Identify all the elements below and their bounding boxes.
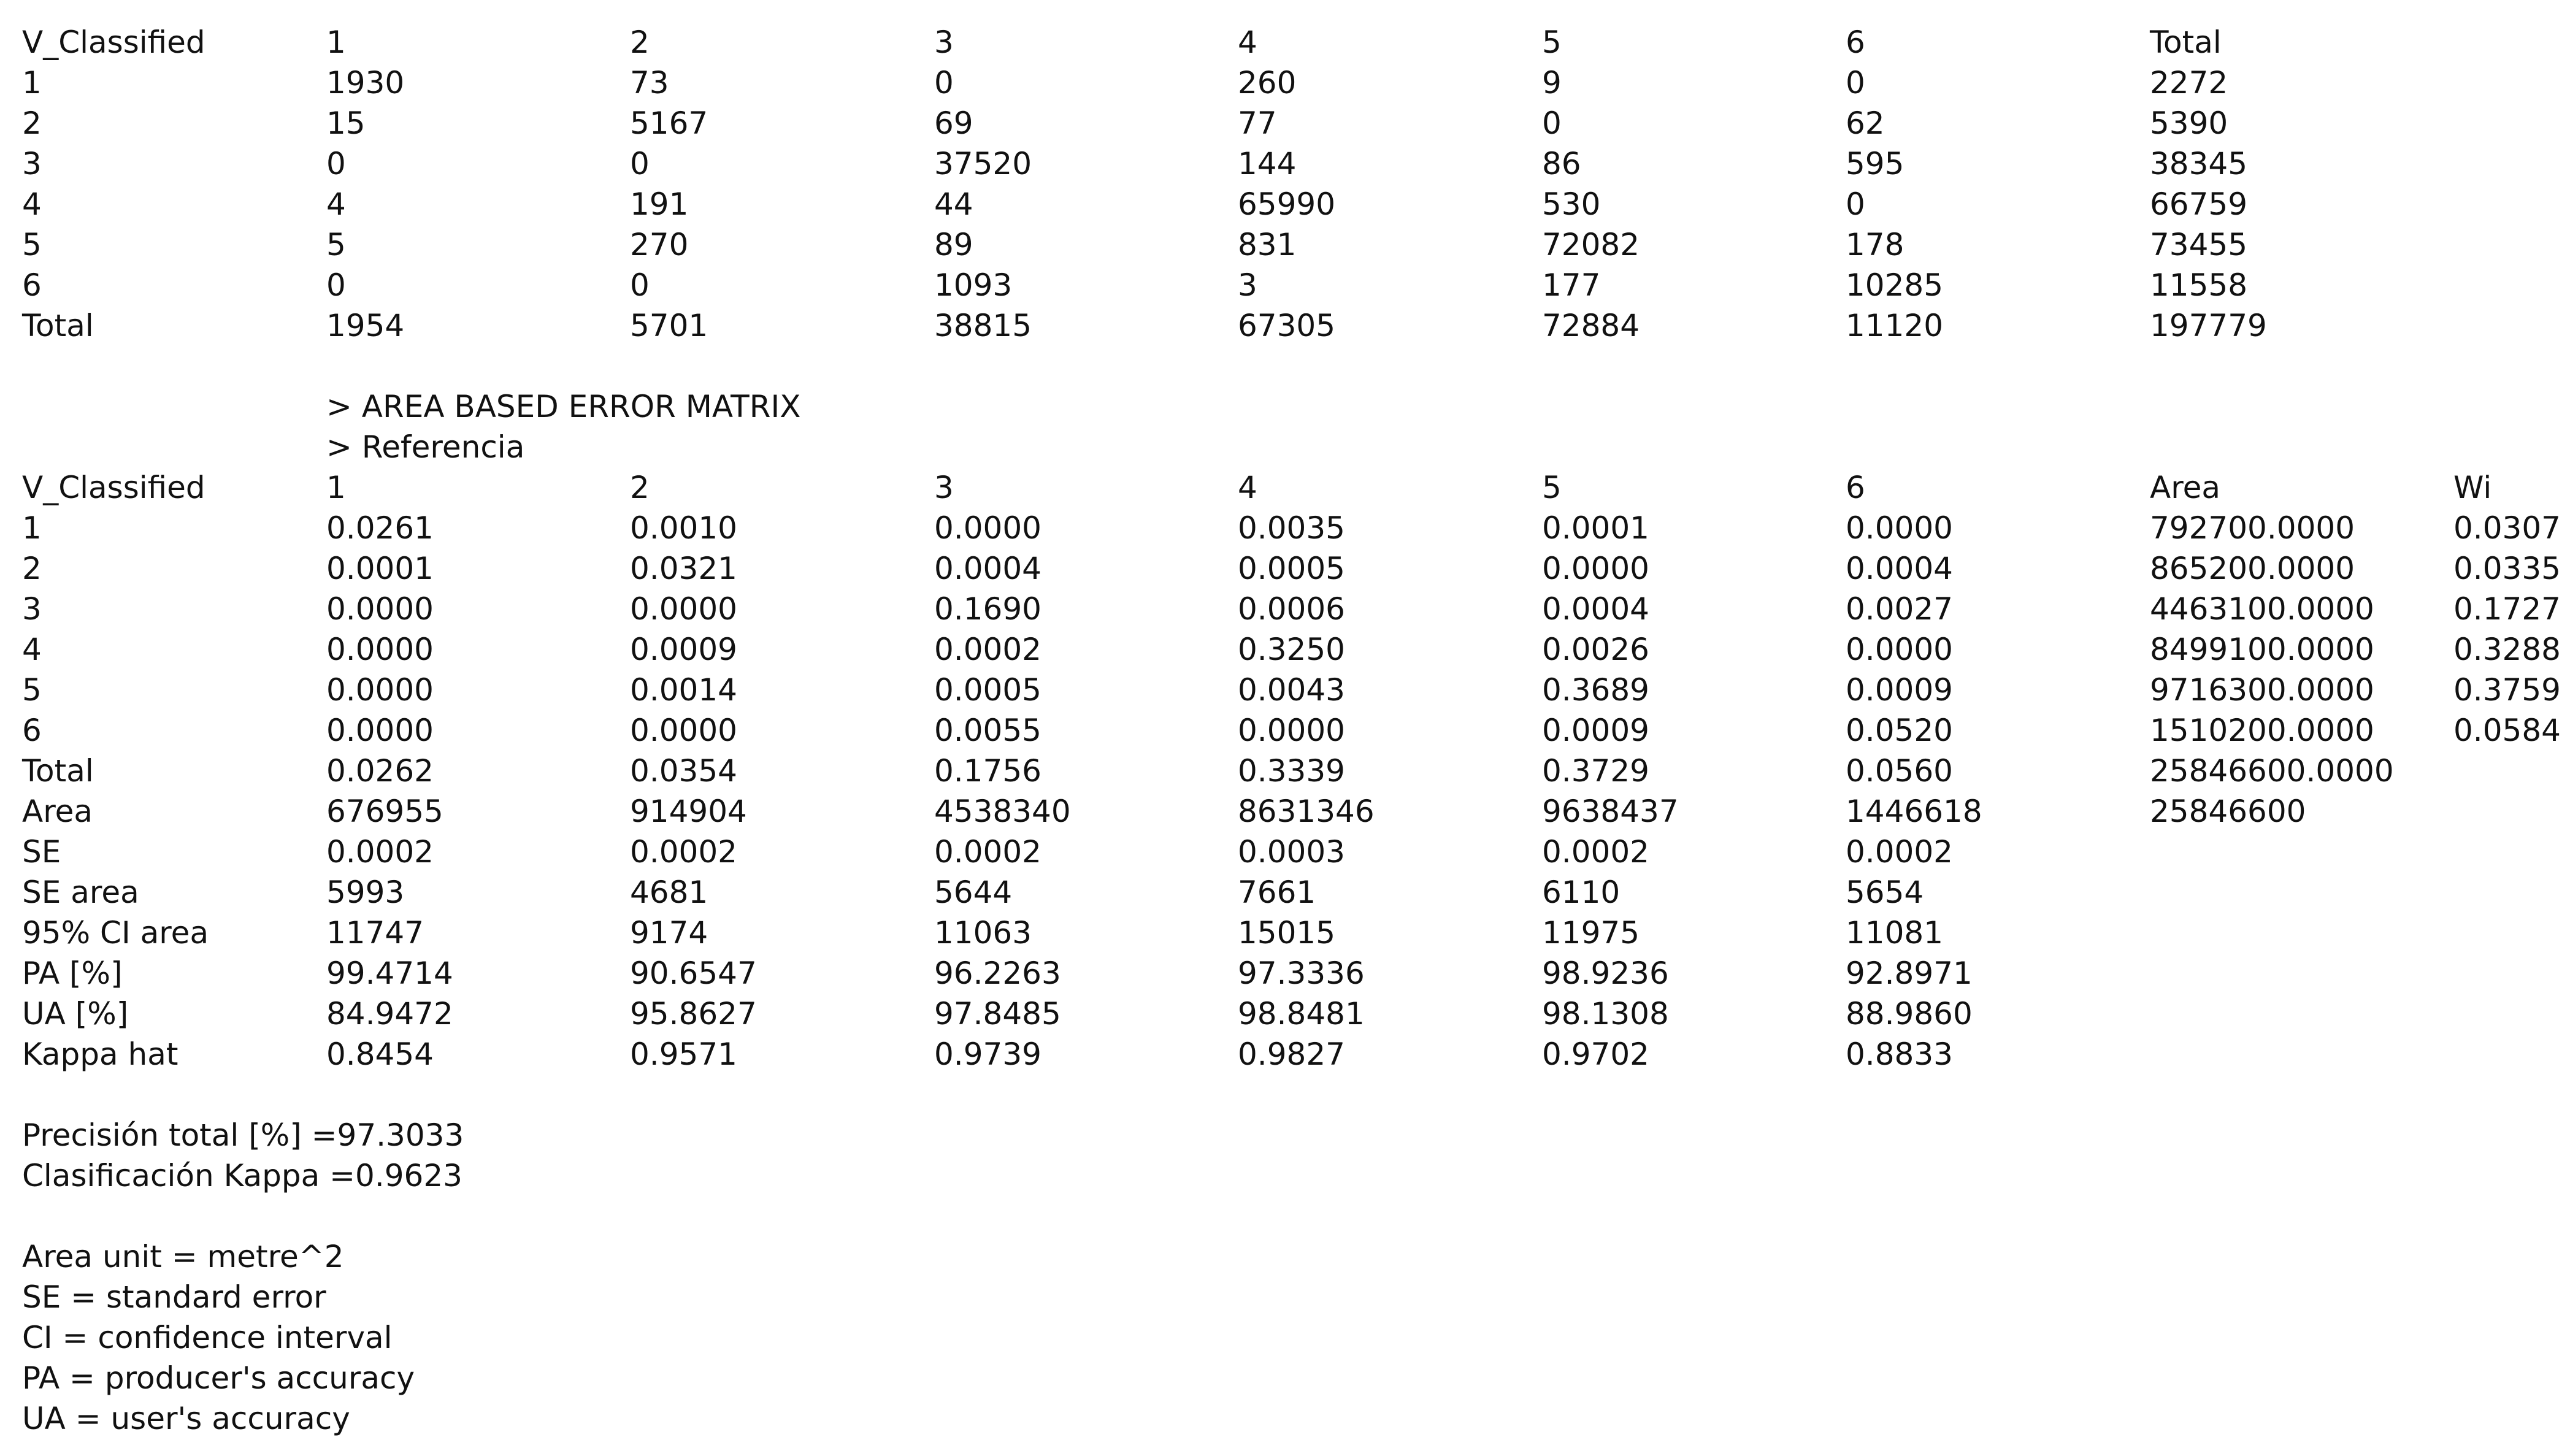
reference-subheading: > Referencia	[326, 429, 525, 465]
area-matrix-heading: > AREA BASED ERROR MATRIX	[326, 389, 801, 424]
matrix-cell: 11120	[1846, 308, 1944, 343]
matrix-cell: 0.0560	[1846, 753, 1953, 789]
matrix-cell: 144	[1238, 146, 1297, 182]
matrix-row	[22, 872, 2555, 913]
row-label-cell: Total	[22, 753, 94, 789]
matrix-cell: 10285	[1846, 267, 1944, 303]
matrix-cell: 98.8481	[1238, 996, 1365, 1032]
row-label-cell: UA [%]	[22, 996, 129, 1032]
matrix-cell: 0.9739	[934, 1036, 1041, 1072]
matrix-cell: 0.3759	[2453, 672, 2561, 708]
matrix-cell: 15015	[1238, 915, 1336, 951]
matrix-cell: 5993	[326, 875, 405, 910]
matrix-cell: 11081	[1846, 915, 1944, 951]
matrix-cell: 0.0010	[630, 510, 737, 546]
kappa-line: Clasificación Kappa =0.9623	[22, 1158, 462, 1194]
matrix-cell: 0.9702	[1542, 1036, 1649, 1072]
row-label-cell: 4	[22, 186, 42, 222]
matrix-cell: 0.3288	[2453, 632, 2561, 667]
column-header-cell: 6	[1846, 25, 1865, 60]
matrix-cell: 96.2263	[934, 956, 1061, 991]
column-header-cell: Total	[2150, 25, 2222, 60]
matrix-cell: 0.0000	[934, 510, 1041, 546]
matrix-row	[22, 548, 2561, 589]
matrix-row	[22, 63, 2555, 103]
row-label-cell: SE area	[22, 875, 139, 910]
matrix-cell: 97.3336	[1238, 956, 1365, 991]
spacer	[22, 346, 2555, 386]
matrix-cell: 831	[1238, 227, 1297, 262]
matrix-cell: 1510200.0000	[2150, 713, 2374, 748]
column-header-cell: 1	[326, 470, 346, 505]
matrix-cell: 191	[630, 186, 689, 222]
matrix-cell: 0.9571	[630, 1036, 737, 1072]
matrix-cell: 0.0043	[1238, 672, 1345, 708]
matrix-cell: 0	[630, 267, 650, 303]
matrix-cell: 69	[934, 105, 973, 141]
matrix-row	[22, 103, 2555, 144]
matrix-cell: 4	[326, 186, 346, 222]
matrix-cell: 0	[1846, 186, 1865, 222]
matrix-cell: 0.0321	[630, 551, 737, 586]
column-header-cell: V_Classified	[22, 470, 205, 505]
matrix-cell: 530	[1542, 186, 1601, 222]
row-label-cell: 5	[22, 227, 42, 262]
matrix-cell: 0.0005	[934, 672, 1041, 708]
column-header-cell: Wi	[2453, 470, 2492, 505]
column-header-cell: 3	[934, 25, 954, 60]
matrix-cell: 86	[1542, 146, 1581, 182]
matrix-cell: 260	[1238, 65, 1297, 101]
spacer	[22, 1075, 2555, 1115]
matrix-cell: 0.0002	[934, 632, 1041, 667]
column-header-cell: V_Classified	[22, 25, 205, 60]
matrix-cell: 38815	[934, 308, 1032, 343]
legend-line: UA = user's accuracy	[22, 1401, 350, 1436]
matrix-row	[22, 184, 2555, 224]
matrix-row	[22, 265, 2555, 305]
matrix-cell: 0.0261	[326, 510, 434, 546]
matrix-cell: 89	[934, 227, 973, 262]
row-label-cell: 1	[22, 510, 42, 546]
matrix-cell: 0.0004	[934, 551, 1041, 586]
matrix-cell: 1954	[326, 308, 405, 343]
matrix-cell: 62	[1846, 105, 1885, 141]
matrix-cell: 5	[326, 227, 346, 262]
matrix-cell: 0.0000	[326, 591, 434, 627]
matrix-row	[22, 791, 2555, 832]
matrix-cell: 97.8485	[934, 996, 1061, 1032]
matrix-cell: 0	[630, 146, 650, 182]
matrix-cell: 3	[1238, 267, 1257, 303]
matrix-cell: 11558	[2150, 267, 2248, 303]
matrix-cell: 178	[1846, 227, 1904, 262]
row-label-cell: Area	[22, 794, 93, 829]
row-label-cell: Kappa hat	[22, 1036, 178, 1072]
matrix-cell: 5390	[2150, 105, 2228, 141]
matrix-cell: 11975	[1542, 915, 1640, 951]
matrix-cell: 0.3689	[1542, 672, 1649, 708]
matrix-cell: 0.0002	[326, 834, 434, 870]
matrix-cell: 0.0000	[1846, 632, 1953, 667]
column-header-cell: 5	[1542, 25, 1562, 60]
matrix-cell: 25846600.0000	[2150, 753, 2394, 789]
column-header-cell: 4	[1238, 470, 1257, 505]
area-based-error-matrix	[22, 467, 2561, 1075]
matrix-cell: 99.4714	[326, 956, 453, 991]
matrix-cell: 5701	[630, 308, 708, 343]
matrix-cell: 90.6547	[630, 956, 757, 991]
matrix-cell: 0.0002	[1846, 834, 1953, 870]
matrix-cell: 37520	[934, 146, 1032, 182]
matrix-cell: 0.0000	[326, 713, 434, 748]
matrix-cell: 0	[1846, 65, 1865, 101]
matrix-cell: 0.0009	[1846, 672, 1953, 708]
matrix-cell: 1446618	[1846, 794, 1982, 829]
matrix-cell: 1093	[934, 267, 1013, 303]
matrix-cell: 0.0001	[326, 551, 434, 586]
matrix-cell: 9716300.0000	[2150, 672, 2374, 708]
matrix-cell: 73	[630, 65, 669, 101]
accuracy-report	[22, 22, 2561, 1439]
matrix-cell: 2272	[2150, 65, 2228, 101]
matrix-row	[22, 305, 2555, 346]
matrix-row	[22, 224, 2555, 265]
matrix-cell: 270	[630, 227, 689, 262]
matrix-cell: 11063	[934, 915, 1032, 951]
matrix-cell: 4538340	[934, 794, 1071, 829]
row-label-cell: PA [%]	[22, 956, 123, 991]
row-label-cell: 3	[22, 146, 42, 182]
row-label-cell: Total	[22, 308, 94, 343]
matrix-row	[22, 589, 2561, 629]
matrix-cell: 0.3729	[1542, 753, 1649, 789]
matrix-cell: 9174	[630, 915, 708, 951]
row-label-cell: 3	[22, 591, 42, 627]
row-label-cell: 95% CI area	[22, 915, 209, 951]
matrix-cell: 9	[1542, 65, 1562, 101]
column-header-cell: 2	[630, 470, 650, 505]
matrix-cell: 0.0009	[1542, 713, 1649, 748]
matrix-cell: 0.0000	[326, 632, 434, 667]
matrix-row	[22, 508, 2561, 548]
matrix-cell: 0.0002	[934, 834, 1041, 870]
matrix-cell: 92.8971	[1846, 956, 1973, 991]
matrix-cell: 7661	[1238, 875, 1316, 910]
matrix-cell: 5644	[934, 875, 1013, 910]
column-header-cell: 1	[326, 25, 346, 60]
matrix-cell: 1930	[326, 65, 405, 101]
column-header-cell: 4	[1238, 25, 1257, 60]
column-header-cell: 2	[630, 25, 650, 60]
matrix-cell: 25846600	[2150, 794, 2306, 829]
matrix-cell: 0.0004	[1846, 551, 1953, 586]
matrix-cell: 676955	[326, 794, 443, 829]
matrix-cell: 0.1690	[934, 591, 1041, 627]
row-label-cell: 2	[22, 551, 42, 586]
matrix-cell: 0.8454	[326, 1036, 434, 1072]
matrix-cell: 5167	[630, 105, 708, 141]
legend-line: PA = producer's accuracy	[22, 1360, 415, 1396]
matrix-cell: 0.0000	[1542, 551, 1649, 586]
matrix-cell: 15	[326, 105, 366, 141]
matrix-cell: 0.0009	[630, 632, 737, 667]
matrix-cell: 0.0027	[1846, 591, 1953, 627]
row-label-cell: 6	[22, 267, 42, 303]
matrix-header-row	[22, 22, 2555, 63]
matrix-cell: 5654	[1846, 875, 1924, 910]
row-label-cell: 6	[22, 713, 42, 748]
matrix-cell: 0.3339	[1238, 753, 1345, 789]
matrix-cell: 595	[1846, 146, 1904, 182]
matrix-row	[22, 913, 2555, 953]
abbreviation-legend	[22, 1236, 2555, 1439]
matrix-cell: 8499100.0000	[2150, 632, 2374, 667]
row-label-cell: 4	[22, 632, 42, 667]
matrix-cell: 0.0002	[630, 834, 737, 870]
matrix-cell: 0.1727	[2453, 591, 2561, 627]
matrix-cell: 77	[1238, 105, 1277, 141]
matrix-cell: 0.0584	[2453, 713, 2561, 748]
matrix-cell: 0.1756	[934, 753, 1041, 789]
row-label-cell: 1	[22, 65, 42, 101]
column-header-cell: 5	[1542, 470, 1562, 505]
matrix-row	[22, 953, 2555, 994]
matrix-cell: 0.0335	[2453, 551, 2561, 586]
matrix-cell: 792700.0000	[2150, 510, 2355, 546]
matrix-cell: 0.0262	[326, 753, 434, 789]
matrix-cell: 4463100.0000	[2150, 591, 2374, 627]
matrix-cell: 95.8627	[630, 996, 757, 1032]
matrix-cell: 0.0000	[1846, 510, 1953, 546]
matrix-row	[22, 629, 2561, 670]
matrix-cell: 0.0006	[1238, 591, 1345, 627]
matrix-cell: 0	[934, 65, 954, 101]
matrix-cell: 98.1308	[1542, 996, 1669, 1032]
matrix-cell: 0.0354	[630, 753, 737, 789]
matrix-cell: 177	[1542, 267, 1601, 303]
matrix-cell: 0.8833	[1846, 1036, 1953, 1072]
matrix-cell: 65990	[1238, 186, 1336, 222]
matrix-row	[22, 710, 2561, 751]
matrix-cell: 0.9827	[1238, 1036, 1345, 1072]
matrix-cell: 98.9236	[1542, 956, 1669, 991]
column-header-cell: 6	[1846, 470, 1865, 505]
matrix-cell: 0.0035	[1238, 510, 1345, 546]
matrix-cell: 66759	[2150, 186, 2248, 222]
spacer	[22, 1196, 2555, 1236]
matrix-cell: 0.0026	[1542, 632, 1649, 667]
column-header-cell: Area	[2150, 470, 2221, 505]
matrix-cell: 88.9860	[1846, 996, 1973, 1032]
row-label-cell: 5	[22, 672, 42, 708]
matrix-cell: 197779	[2150, 308, 2267, 343]
matrix-cell: 0.0000	[630, 591, 737, 627]
row-label-cell: SE	[22, 834, 61, 870]
matrix-cell: 44	[934, 186, 973, 222]
matrix-cell: 73455	[2150, 227, 2248, 262]
matrix-cell: 0.3250	[1238, 632, 1345, 667]
column-header-cell: 3	[934, 470, 954, 505]
matrix-cell: 11747	[326, 915, 424, 951]
matrix-cell: 84.9472	[326, 996, 453, 1032]
matrix-cell: 72884	[1542, 308, 1640, 343]
matrix-cell: 0	[1542, 105, 1562, 141]
matrix-cell: 9638437	[1542, 794, 1679, 829]
matrix-cell: 0.0002	[1542, 834, 1649, 870]
legend-line: Area unit = metre^2	[22, 1239, 344, 1274]
matrix-cell: 0.0000	[1238, 713, 1345, 748]
matrix-cell: 8631346	[1238, 794, 1375, 829]
matrix-cell: 0	[326, 267, 346, 303]
matrix-cell: 0.0000	[326, 672, 434, 708]
matrix-cell: 0.0001	[1542, 510, 1649, 546]
matrix-cell: 0.0307	[2453, 510, 2561, 546]
matrix-cell: 4681	[630, 875, 708, 910]
matrix-row	[22, 144, 2555, 184]
matrix-header-row	[22, 467, 2555, 508]
matrix-cell: 72082	[1542, 227, 1640, 262]
matrix-cell: 6110	[1542, 875, 1621, 910]
matrix-cell: 914904	[630, 794, 747, 829]
overall-accuracy-line: Precisión total [%] =97.3033	[22, 1117, 464, 1153]
legend-line: SE = standard error	[22, 1279, 326, 1315]
matrix-row	[22, 832, 2555, 872]
matrix-row	[22, 994, 2555, 1034]
matrix-cell: 38345	[2150, 146, 2248, 182]
matrix-cell: 0.0014	[630, 672, 737, 708]
matrix-cell: 0.0520	[1846, 713, 1953, 748]
matrix-cell: 0.0055	[934, 713, 1041, 748]
count-error-matrix	[22, 22, 2555, 346]
row-label-cell: 2	[22, 105, 42, 141]
matrix-cell: 0	[326, 146, 346, 182]
matrix-cell: 67305	[1238, 308, 1336, 343]
matrix-row	[22, 751, 2555, 791]
matrix-row	[22, 1034, 2555, 1075]
matrix-cell: 0.0004	[1542, 591, 1649, 627]
legend-line: CI = confidence interval	[22, 1320, 393, 1355]
matrix-cell: 865200.0000	[2150, 551, 2355, 586]
matrix-cell: 0.0003	[1238, 834, 1345, 870]
matrix-cell: 0.0005	[1238, 551, 1345, 586]
matrix-row	[22, 670, 2561, 710]
matrix-cell: 0.0000	[630, 713, 737, 748]
